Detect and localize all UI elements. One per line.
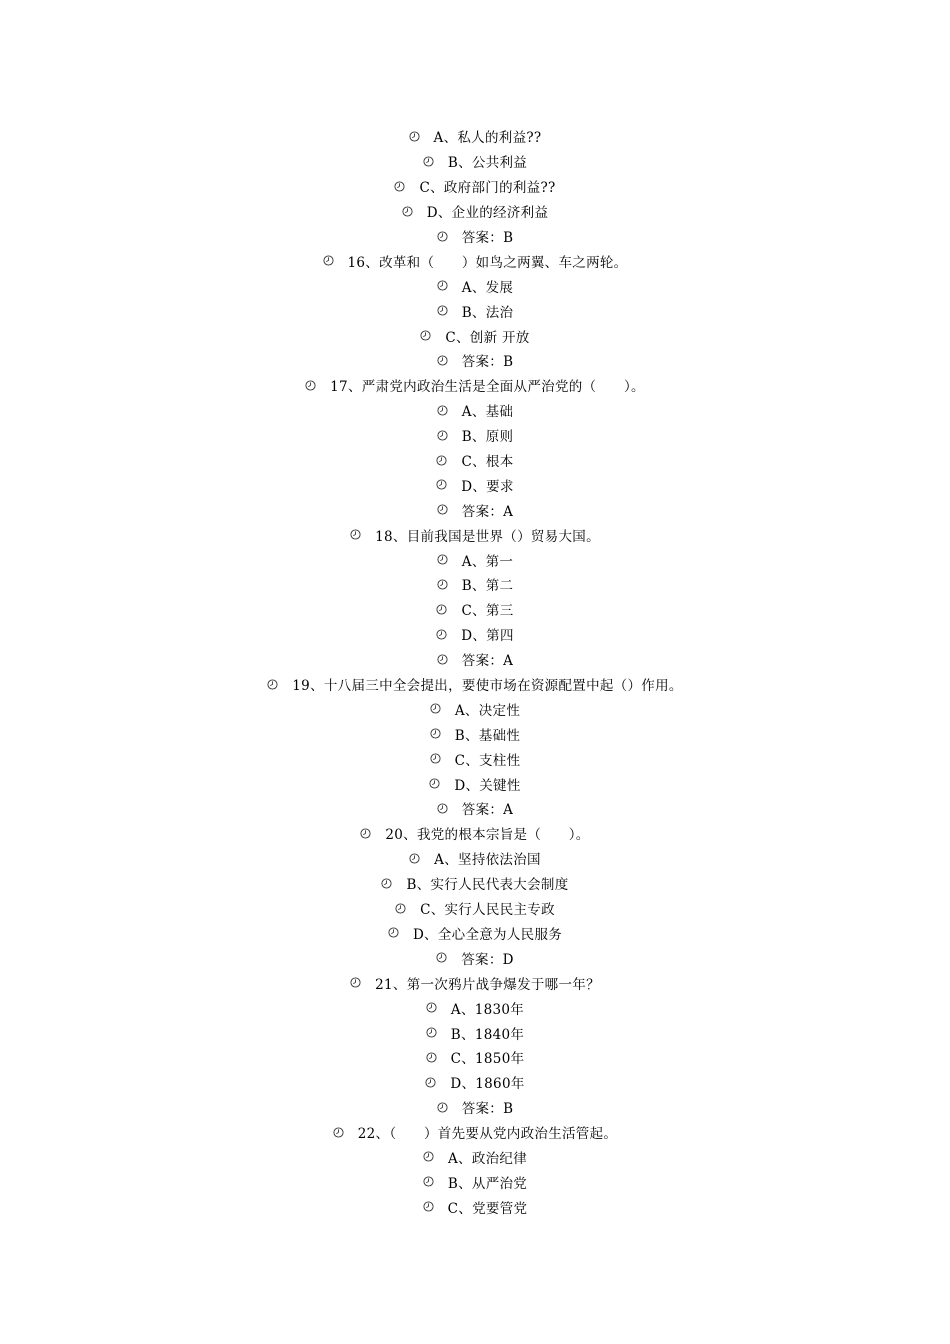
clock-bullet-icon [437, 579, 448, 590]
clock-bullet-icon [437, 1102, 448, 1113]
clock-bullet-icon [426, 1027, 437, 1038]
clock-bullet-icon [323, 255, 334, 266]
clock-bullet-icon [409, 131, 420, 142]
clock-bullet-icon [423, 1201, 434, 1212]
document-line [0, 796, 950, 821]
document-line [0, 174, 950, 199]
line-text: A、第一 [461, 553, 514, 570]
clock-bullet-icon [360, 828, 371, 839]
document-line [0, 273, 950, 298]
clock-bullet-icon [267, 679, 278, 690]
document-line [0, 448, 950, 473]
clock-bullet-icon [426, 1002, 437, 1013]
line-text: 答案：A [461, 503, 514, 520]
clock-bullet-icon [437, 430, 448, 441]
line-text: C、1850年 [450, 1051, 525, 1068]
document-line [0, 323, 950, 348]
document-line [0, 472, 950, 497]
document-line [0, 1145, 950, 1170]
document-line [0, 1169, 950, 1194]
document-line [0, 896, 950, 921]
line-text: A、发展 [461, 279, 514, 296]
line-text: B、基础性 [454, 727, 521, 744]
document-line [0, 771, 950, 796]
clock-bullet-icon [437, 554, 448, 565]
clock-bullet-icon [437, 504, 448, 515]
line-text: B、原则 [461, 429, 514, 446]
clock-bullet-icon [436, 629, 447, 640]
line-text: A、政治纪律 [447, 1150, 528, 1167]
document-line [0, 124, 950, 149]
clock-bullet-icon [423, 1151, 434, 1162]
clock-bullet-icon [437, 405, 448, 416]
document-line [0, 696, 950, 721]
document-line [0, 672, 950, 697]
line-text: B、第二 [461, 578, 514, 595]
line-text: 答案：A [461, 802, 514, 819]
document-line [0, 970, 950, 995]
clock-bullet-icon [437, 803, 448, 814]
document-line [0, 497, 950, 522]
line-text: D、第四 [461, 628, 514, 645]
line-text: 19、十八届三中全会提出，要使市场在资源配置中起（）作用。 [292, 678, 683, 695]
line-text: 答案：B [461, 230, 514, 246]
clock-bullet-icon [437, 280, 448, 291]
line-text: 17、严肃党内政治生活是全面从严治党的（ ）。 [330, 379, 645, 396]
line-text: D、企业的经济利益 [426, 205, 549, 222]
line-text: C、创新 开放 [445, 329, 530, 346]
line-text: A、1830年 [450, 1001, 525, 1018]
line-text: D、全心全意为人民服务 [412, 926, 563, 943]
document-line [0, 348, 950, 373]
line-text: A、基础 [461, 404, 514, 421]
line-text: B、实行人民代表大会制度 [406, 877, 569, 894]
document-line [0, 149, 950, 174]
clock-bullet-icon [436, 604, 447, 615]
line-text: 20、我党的根本宗旨是（ ）。 [385, 827, 590, 844]
clock-bullet-icon [426, 1052, 437, 1063]
line-text: B、公共利益 [447, 155, 528, 172]
document-line [0, 298, 950, 323]
document-line [0, 921, 950, 946]
clock-bullet-icon [436, 455, 447, 466]
line-text: 16、改革和（ ）如鸟之两翼、车之两轮。 [347, 254, 628, 271]
document-line [0, 423, 950, 448]
clock-bullet-icon [437, 355, 448, 366]
line-text: 答案：B [461, 354, 514, 371]
line-text: C、第三 [461, 603, 514, 620]
clock-bullet-icon [350, 977, 361, 988]
document-line [0, 721, 950, 746]
document-line [0, 846, 950, 871]
document-line [0, 522, 950, 547]
clock-bullet-icon [388, 927, 399, 938]
clock-bullet-icon [394, 181, 405, 192]
document-line [0, 1045, 950, 1070]
line-text: 答案：D [461, 951, 514, 968]
document-line [0, 1194, 950, 1219]
document-line [0, 597, 950, 622]
clock-bullet-icon [430, 703, 441, 714]
line-text: D、1860年 [450, 1076, 525, 1093]
clock-bullet-icon [402, 206, 413, 217]
line-text: 答案：A [461, 653, 514, 670]
document-line [0, 1095, 950, 1120]
document-line [0, 1070, 950, 1095]
clock-bullet-icon [429, 778, 440, 789]
clock-bullet-icon [333, 1127, 344, 1138]
clock-bullet-icon [437, 231, 448, 242]
document-line [0, 398, 950, 423]
clock-bullet-icon [423, 1176, 434, 1187]
line-text: C、支柱性 [454, 752, 521, 769]
clock-bullet-icon [425, 1077, 436, 1088]
clock-bullet-icon [430, 753, 441, 764]
clock-bullet-icon [395, 903, 406, 914]
document-line [0, 821, 950, 846]
line-text: A、坚持依法治国 [434, 852, 541, 869]
clock-bullet-icon [381, 878, 392, 889]
document-line [0, 871, 950, 896]
document-line [0, 1120, 950, 1145]
clock-bullet-icon [409, 853, 420, 864]
document-line [0, 1020, 950, 1045]
line-text: C、实行人民民主专政 [420, 902, 555, 919]
line-text: 答案：B [461, 1101, 514, 1118]
line-text: D、关键性 [454, 777, 521, 794]
document-line [0, 572, 950, 597]
clock-bullet-icon [305, 380, 316, 391]
document-line [0, 373, 950, 398]
clock-bullet-icon [436, 479, 447, 490]
document-line [0, 945, 950, 970]
clock-bullet-icon [436, 952, 447, 963]
line-text: D、要求 [461, 478, 514, 495]
clock-bullet-icon [420, 330, 431, 341]
document-line [0, 647, 950, 672]
clock-bullet-icon [437, 654, 448, 665]
document-line [0, 224, 950, 249]
document-line [0, 248, 950, 273]
document-line [0, 746, 950, 771]
clock-bullet-icon [350, 529, 361, 540]
clock-bullet-icon [423, 156, 434, 167]
document-line [0, 547, 950, 572]
line-text: C、政府部门的利益?? [419, 180, 556, 197]
line-text: 22、（ ）首先要从党内政治生活管起。 [357, 1126, 618, 1143]
line-text: 18、目前我国是世界（）贸易大国。 [375, 528, 600, 545]
line-text: B、从严治党 [447, 1175, 528, 1192]
clock-bullet-icon [437, 305, 448, 316]
document-line [0, 199, 950, 224]
document-line [0, 995, 950, 1020]
document-line [0, 622, 950, 647]
line-text: A、私人的利益?? [433, 130, 542, 147]
document-page [0, 124, 950, 1219]
line-text: B、1840年 [450, 1026, 525, 1043]
line-text: C、党要管党 [447, 1200, 528, 1217]
line-text: 21、第一次鸦片战争爆发于哪一年？ [375, 976, 600, 993]
line-text: A、决定性 [454, 702, 521, 719]
clock-bullet-icon [430, 728, 441, 739]
line-text: B、法治 [461, 304, 514, 321]
line-text: C、根本 [461, 454, 514, 471]
